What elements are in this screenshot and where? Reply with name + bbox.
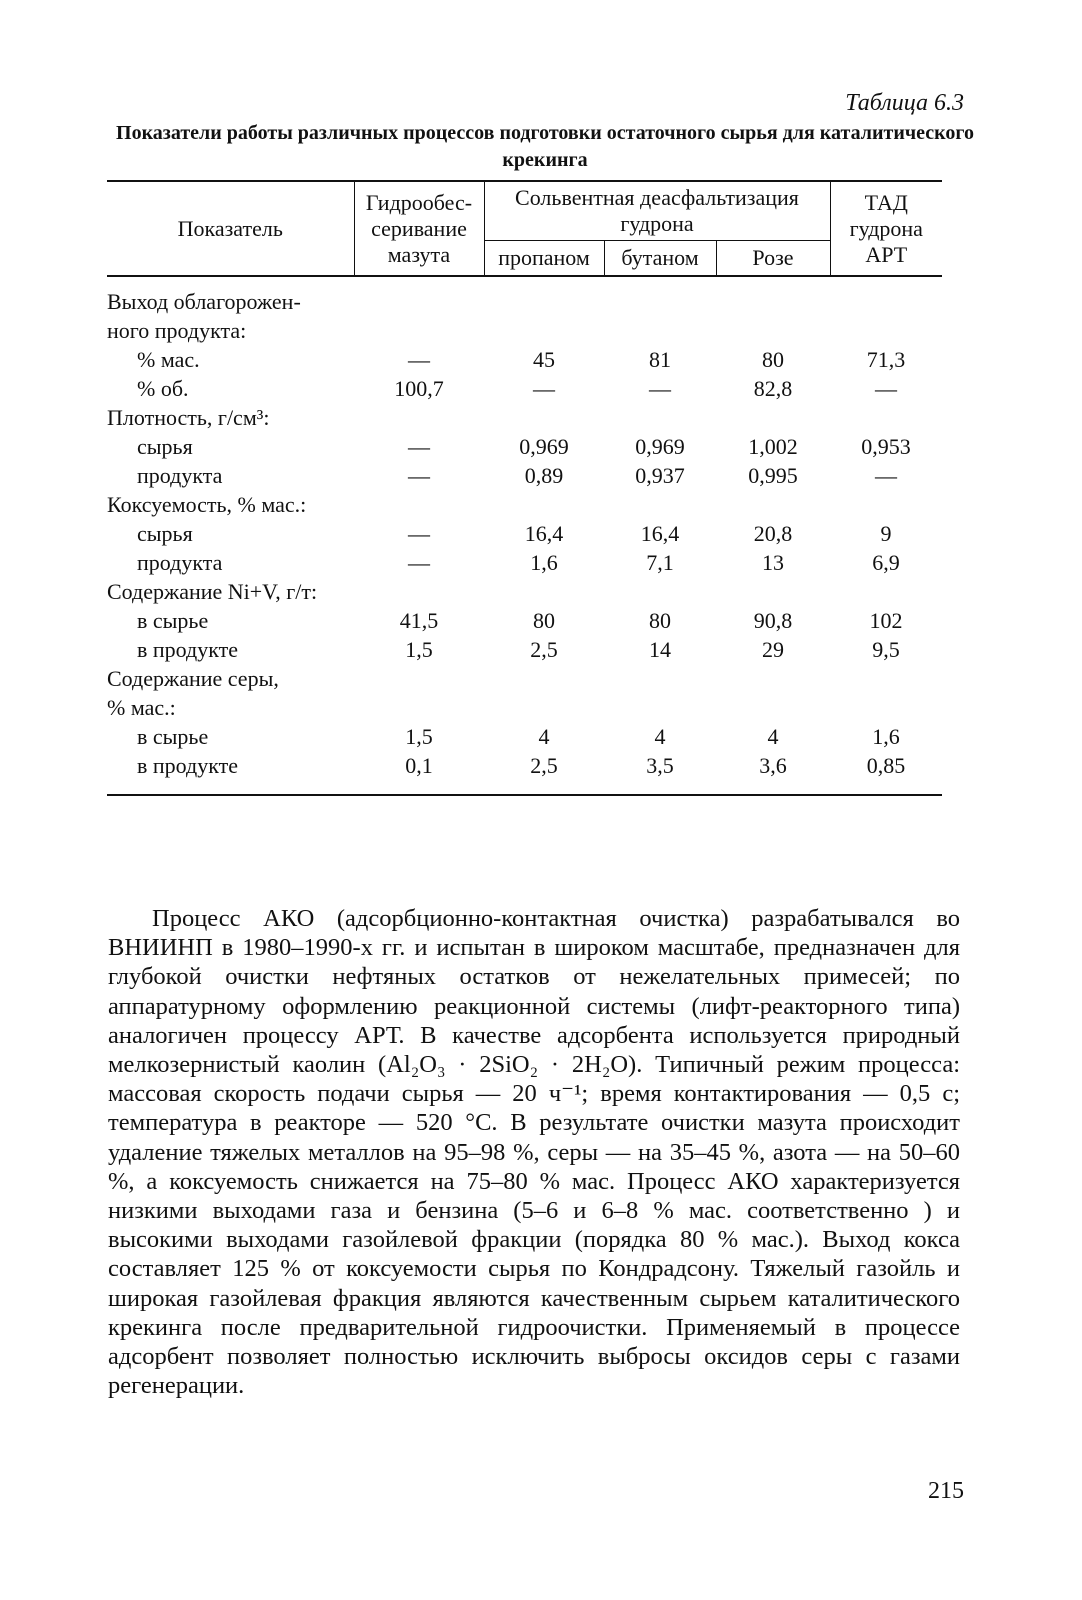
row-label: Плотность, г/см³: [107,405,270,430]
table-cell: 90,8 [753,608,793,633]
table-cell [716,276,830,316]
table-cell: 2,5 [530,637,558,662]
table-cell [830,664,942,693]
table-cell [354,693,484,722]
table-cell: 13 [762,550,784,575]
table-row [107,316,942,345]
table-cell: 3,5 [646,753,674,778]
data-table [107,180,942,796]
header-solvent-deasphalting [484,181,830,241]
table-cell: 80 [533,608,555,633]
table-cell [484,403,604,432]
header-tad-line-3: АРТ [865,241,908,267]
table-cell: 1,5 [405,724,433,749]
table-cell [484,490,604,519]
table-cell: — [408,550,430,575]
body-paragraph: Процесс АКО (адсорбционно-контактная очистка) разрабатывался во ВНИИНП в 1980–1990-х гг. и испытан в широком масштабе, предназначен для глубокой очистки нефтяных остатков от нежелательных примесей; по аппаратурному оформлению реакционной системы (лифт-реакторного типа) аналогичен процессу АРТ. В качестве адсорбента используется природный мелкозернистый каолин (Al₂O₃ · 2SiO₂ · 2H₂O). Типичный режим процесса: массовая скорость подачи сырья — 20 ч⁻¹; время контактирования — 0,5 с; температура в реакторе — 520 °С. В результате очистки мазута происходит удаление тяжелых металлов на 95–98 %, серы — на 35–45 %, азота — на 50–60 %, а коксуемость снижается на 75–80 % мас. Процесс АКО характеризуется низкими выходами газа и бензина (5–6 и 6–8 % мас. соответственно ) и высокими выходами газойлевой фракции (порядка 80 % мас.). Выход кокса составляет 125 % от коксуемости сырья по Кондрадсону. Тяжелый газойль и широкая газойлевая фракция являются качественным сырьем каталитического крекинга после предварительной гидроочистки. Применяемый в процессе адсорбент позволяет полностью исключить выбросы оксидов серы с газами регенерации. [108,905,960,1400]
table-header [107,181,942,276]
table-cell: 1,6 [872,724,900,749]
table-cell: — [649,376,671,401]
row-label: в продукте [137,753,238,778]
header-hydrotreating [354,181,484,276]
row-label: в сырье [137,608,209,633]
table-cell: 82,8 [753,376,793,401]
table-cell: 0,969 [519,434,569,459]
table-cell: 2,5 [530,753,558,778]
table-row [107,577,942,606]
header-propane: пропаном [484,241,604,277]
table-cell: 81 [649,347,671,372]
header-tad-line-1: ТАД [864,189,908,215]
table-cell [354,403,484,432]
table-cell: 4 [538,724,550,749]
row-label: % мас. [137,347,200,372]
table-cell [604,316,716,345]
table-cell: 3,6 [759,753,787,778]
table-row [107,635,942,664]
row-label: % мас.: [107,695,176,720]
table-cell: 0,937 [635,463,685,488]
row-label: в сырье [137,724,209,749]
table-cell [716,577,830,606]
table-cell [354,276,484,316]
table-cell: — [533,376,555,401]
row-label: % об. [137,376,189,401]
table-cell [484,276,604,316]
table-cell: 14 [649,637,671,662]
table-cell [354,577,484,606]
table-row [107,519,942,548]
table-row [107,751,942,795]
header-tad-line-2: гудрона [849,215,923,241]
header-rose: Розе [716,241,830,277]
row-label: в продукте [137,637,238,662]
row-label: Коксуемость, % мас.: [107,492,307,517]
header-butane: бутаном [604,241,716,277]
table-cell: 71,3 [866,347,906,372]
table-cell [604,276,716,316]
table-body [107,276,942,795]
table-cell [716,693,830,722]
table-cell [484,664,604,693]
row-label: Содержание Ni+V, г/т: [107,579,318,604]
header-hydrotreating-line-3: мазута [387,241,451,267]
table-cell: 102 [869,608,903,633]
table-cell [484,693,604,722]
table-cell [484,316,604,345]
table-cell: 20,8 [753,521,793,546]
table-cell: — [875,376,897,401]
row-label: Выход облагорожен- [107,289,301,314]
row-label: Содержание серы, [107,666,279,691]
header-indicator: Показатель [107,181,354,276]
table-cell: 4 [654,724,666,749]
table-cell: — [408,521,430,546]
table-cell: 100,7 [394,376,444,401]
table-cell: — [875,463,897,488]
table-cell: 0,85 [866,753,906,778]
table-row [107,664,942,693]
table-cell: 0,953 [861,434,911,459]
table-row [107,490,942,519]
table-cell: 1,002 [748,434,798,459]
table-cell: 41,5 [399,608,439,633]
table-cell: 29 [762,637,784,662]
table-cell: 9 [880,521,892,546]
table-cell [830,693,942,722]
table-cell: 0,969 [635,434,685,459]
table-cell: 4 [767,724,779,749]
table-cell [604,693,716,722]
table-cell: — [408,347,430,372]
header-tad [830,181,942,276]
table-row [107,606,942,635]
table-cell [830,403,942,432]
header-solvent-line-1: Сольвентная деасфальтизация [515,185,799,210]
table-cell: — [408,463,430,488]
table-cell [716,403,830,432]
page-number: 215 [928,1478,964,1504]
table-cell [830,316,942,345]
table-cell [354,664,484,693]
table-cell [354,490,484,519]
row-label: продукта [137,463,223,488]
table-row [107,548,942,577]
table-row [107,693,942,722]
table-cell [604,664,716,693]
table-cell [484,577,604,606]
table-cell: 0,1 [405,753,433,778]
table-row [107,374,942,403]
table-cell [604,577,716,606]
table-cell [716,490,830,519]
header-hydrotreating-line-2: серивание [371,215,467,241]
table-cell: 45 [533,347,555,372]
table-cell [830,577,942,606]
row-label: ного продукта: [107,318,247,343]
table-cell: 7,1 [646,550,674,575]
table-number: Таблица 6.3 [845,90,964,116]
table-title: Показатели работы различных процессов подготовки остаточного сырья для каталитического крекинга [116,122,974,171]
table-cell: 16,4 [524,521,564,546]
table-row [107,461,942,490]
table-cell: 9,5 [872,637,900,662]
row-label: сырья [137,434,193,459]
table-cell [604,490,716,519]
table-cell [604,403,716,432]
header-hydrotreating-line-1: Гидрообес- [365,189,473,215]
table-cell [716,316,830,345]
table-cell: — [408,434,430,459]
table-cell: 16,4 [640,521,680,546]
table-cell: 6,9 [872,550,900,575]
table-row [107,403,942,432]
table-cell: 80 [762,347,784,372]
table-cell: 0,89 [524,463,564,488]
table-cell: 80 [649,608,671,633]
table-cell [830,276,942,316]
header-solvent-line-2: гудрона [620,211,694,236]
table-row [107,722,942,751]
table-cell [354,316,484,345]
table-cell: 1,6 [530,550,558,575]
row-label: продукта [137,550,223,575]
row-label: сырья [137,521,193,546]
table-row [107,276,942,316]
table-cell: 0,995 [748,463,798,488]
table-cell [830,490,942,519]
table-cell [716,664,830,693]
table-cell: 1,5 [405,637,433,662]
table-row [107,345,942,374]
table-row [107,432,942,461]
